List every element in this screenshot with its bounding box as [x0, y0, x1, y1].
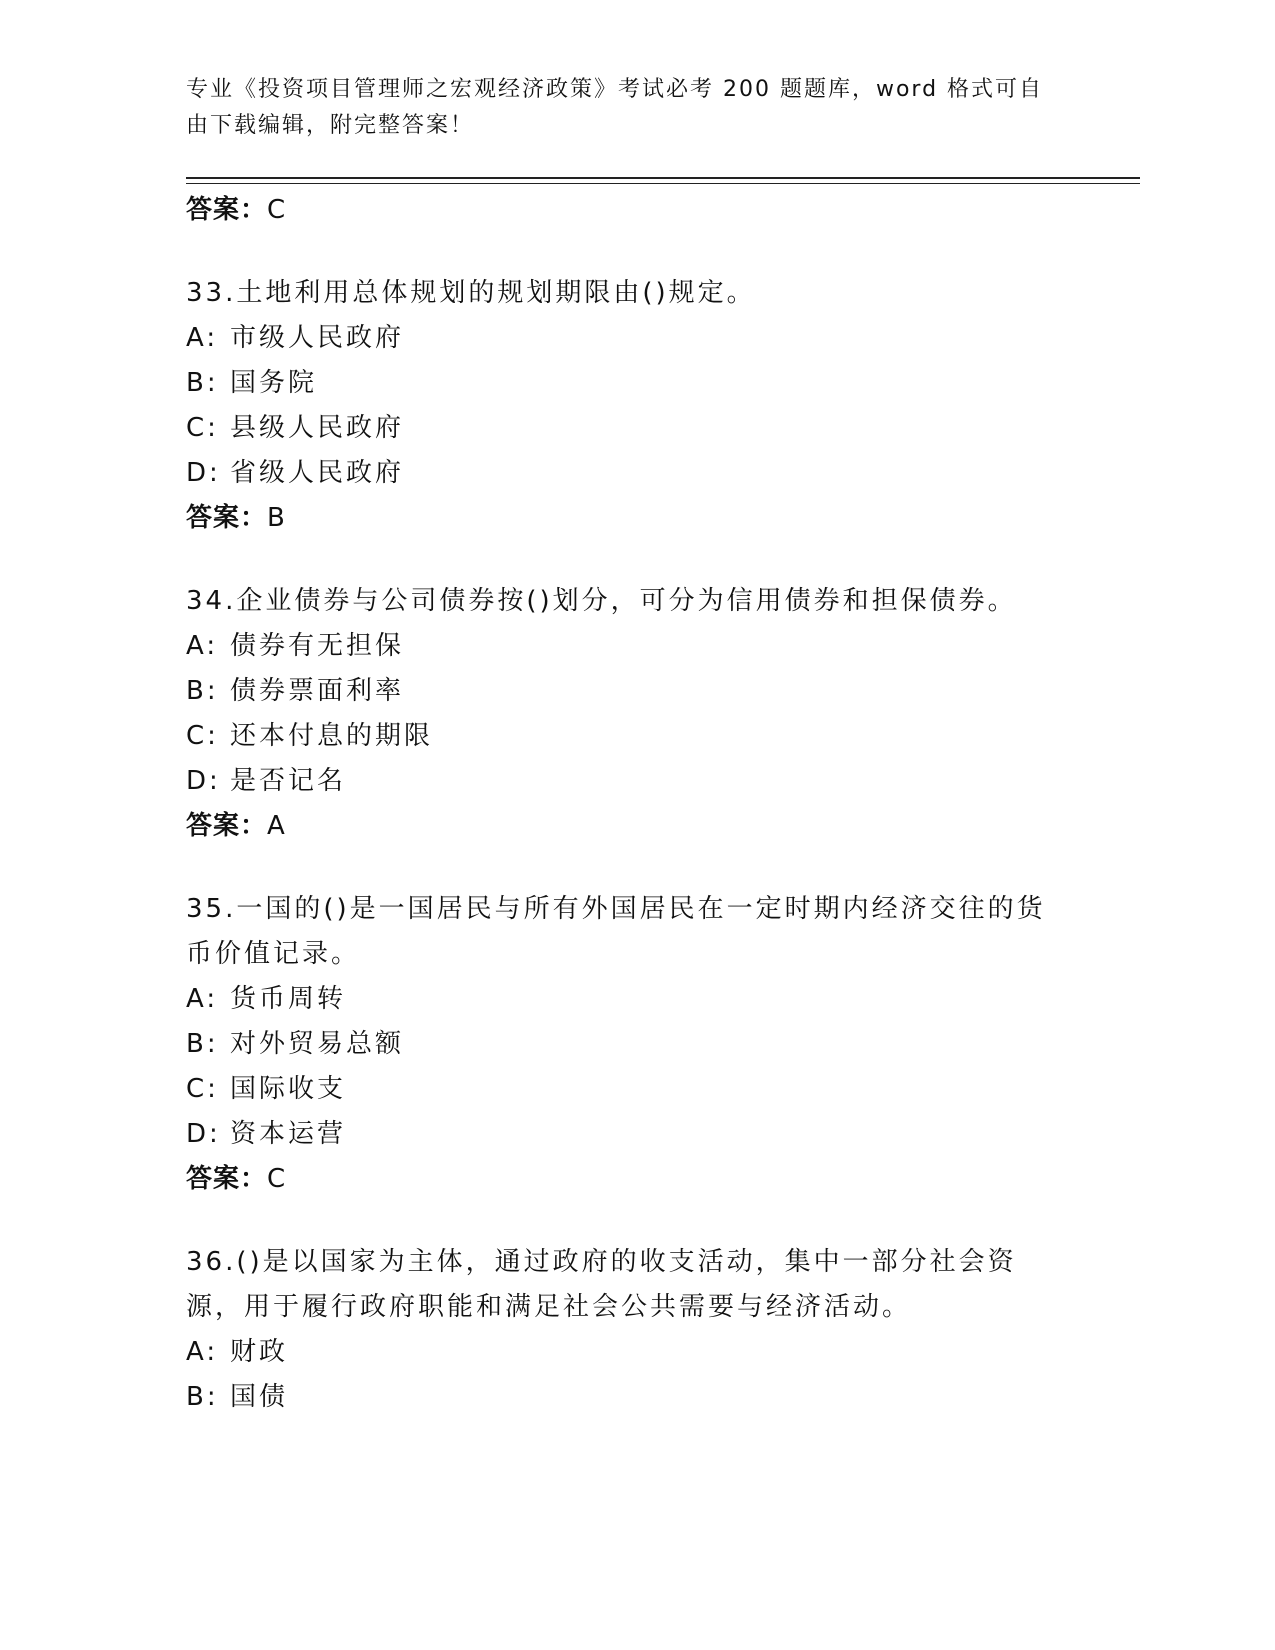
answer-line — [186, 496, 1086, 541]
option-text: 省级人民政府 — [230, 458, 405, 488]
answer-value: C — [267, 195, 287, 225]
option-text: 债券有无担保 — [230, 631, 405, 661]
answer-line — [186, 1157, 1086, 1202]
option-letter: A: — [186, 323, 219, 353]
option-letter: B: — [186, 1382, 219, 1412]
header-title: 专业《投资项目管理师之宏观经济政策》考试必考 200 题题库，word 格式可自由下载编辑，附完整答案！ — [186, 77, 1044, 138]
option-text: 国务院 — [230, 368, 318, 398]
question-33 — [186, 271, 1086, 541]
answer-label: 答案： — [186, 503, 268, 533]
option-b — [186, 669, 1086, 714]
option-text: 货币周转 — [230, 984, 347, 1014]
option-a — [186, 624, 1086, 669]
answer-line — [186, 804, 1086, 849]
question-body: 一国的()是一国居民与所有外国居民在一定时期内经济交往的货币价值记录。 — [186, 894, 1046, 969]
option-letter: C: — [186, 413, 219, 443]
option-c — [186, 714, 1086, 759]
question-number: 33. — [186, 278, 237, 308]
question-text — [186, 271, 1066, 316]
question-body: ()是以国家为主体，通过政府的收支活动，集中一部分社会资源，用于履行政府职能和满足社会公共需要与经济活动。 — [186, 1247, 1017, 1322]
answer-value: A — [267, 811, 286, 841]
option-letter: C: — [186, 1074, 219, 1104]
option-letter: B: — [186, 676, 219, 706]
answer-label: 答案： — [186, 1164, 268, 1194]
option-d — [186, 451, 1086, 496]
option-text: 县级人民政府 — [230, 413, 405, 443]
question-list — [186, 188, 1086, 1420]
option-text: 国债 — [230, 1382, 289, 1412]
question-number: 36. — [186, 1247, 237, 1277]
option-c — [186, 406, 1086, 451]
question-number: 34. — [186, 586, 237, 616]
question-text — [186, 579, 1066, 624]
option-letter: C: — [186, 721, 219, 751]
option-text: 是否记名 — [230, 766, 347, 796]
question-body: 企业债券与公司债券按()划分，可分为信用债券和担保债券。 — [236, 586, 1017, 616]
option-letter: A: — [186, 984, 219, 1014]
option-b — [186, 1375, 1086, 1420]
option-b — [186, 1022, 1086, 1067]
question-text — [186, 887, 1066, 977]
document-header — [186, 72, 1066, 144]
header-rule-thick — [186, 177, 1140, 179]
option-a — [186, 977, 1086, 1022]
option-a — [186, 1330, 1086, 1375]
option-letter: B: — [186, 368, 219, 398]
question-text — [186, 1240, 1066, 1330]
answer-value: B — [267, 503, 286, 533]
option-letter: B: — [186, 1029, 219, 1059]
question-number: 35. — [186, 894, 237, 924]
answer-label: 答案： — [186, 811, 268, 841]
question-35 — [186, 887, 1086, 1202]
option-text: 市级人民政府 — [230, 323, 405, 353]
question-body: 土地利用总体规划的规划期限由()规定。 — [236, 278, 756, 308]
option-letter: D: — [186, 458, 221, 488]
answer-line-prev — [186, 188, 1086, 233]
option-c — [186, 1067, 1086, 1112]
option-letter: A: — [186, 1337, 219, 1367]
option-text: 对外贸易总额 — [230, 1029, 405, 1059]
option-text: 债券票面利率 — [230, 676, 405, 706]
question-34 — [186, 579, 1086, 849]
option-d — [186, 1112, 1086, 1157]
option-text: 财政 — [230, 1337, 289, 1367]
option-letter: D: — [186, 1119, 221, 1149]
option-text: 资本运营 — [230, 1119, 347, 1149]
option-b — [186, 361, 1086, 406]
option-letter: A: — [186, 631, 219, 661]
option-a — [186, 316, 1086, 361]
question-36 — [186, 1240, 1086, 1420]
option-text: 国际收支 — [230, 1074, 347, 1104]
option-letter: D: — [186, 766, 221, 796]
answer-value: C — [267, 1164, 287, 1194]
answer-label: 答案： — [186, 195, 268, 225]
option-text: 还本付息的期限 — [230, 721, 434, 751]
header-rule-thin — [186, 183, 1140, 184]
option-d — [186, 759, 1086, 804]
